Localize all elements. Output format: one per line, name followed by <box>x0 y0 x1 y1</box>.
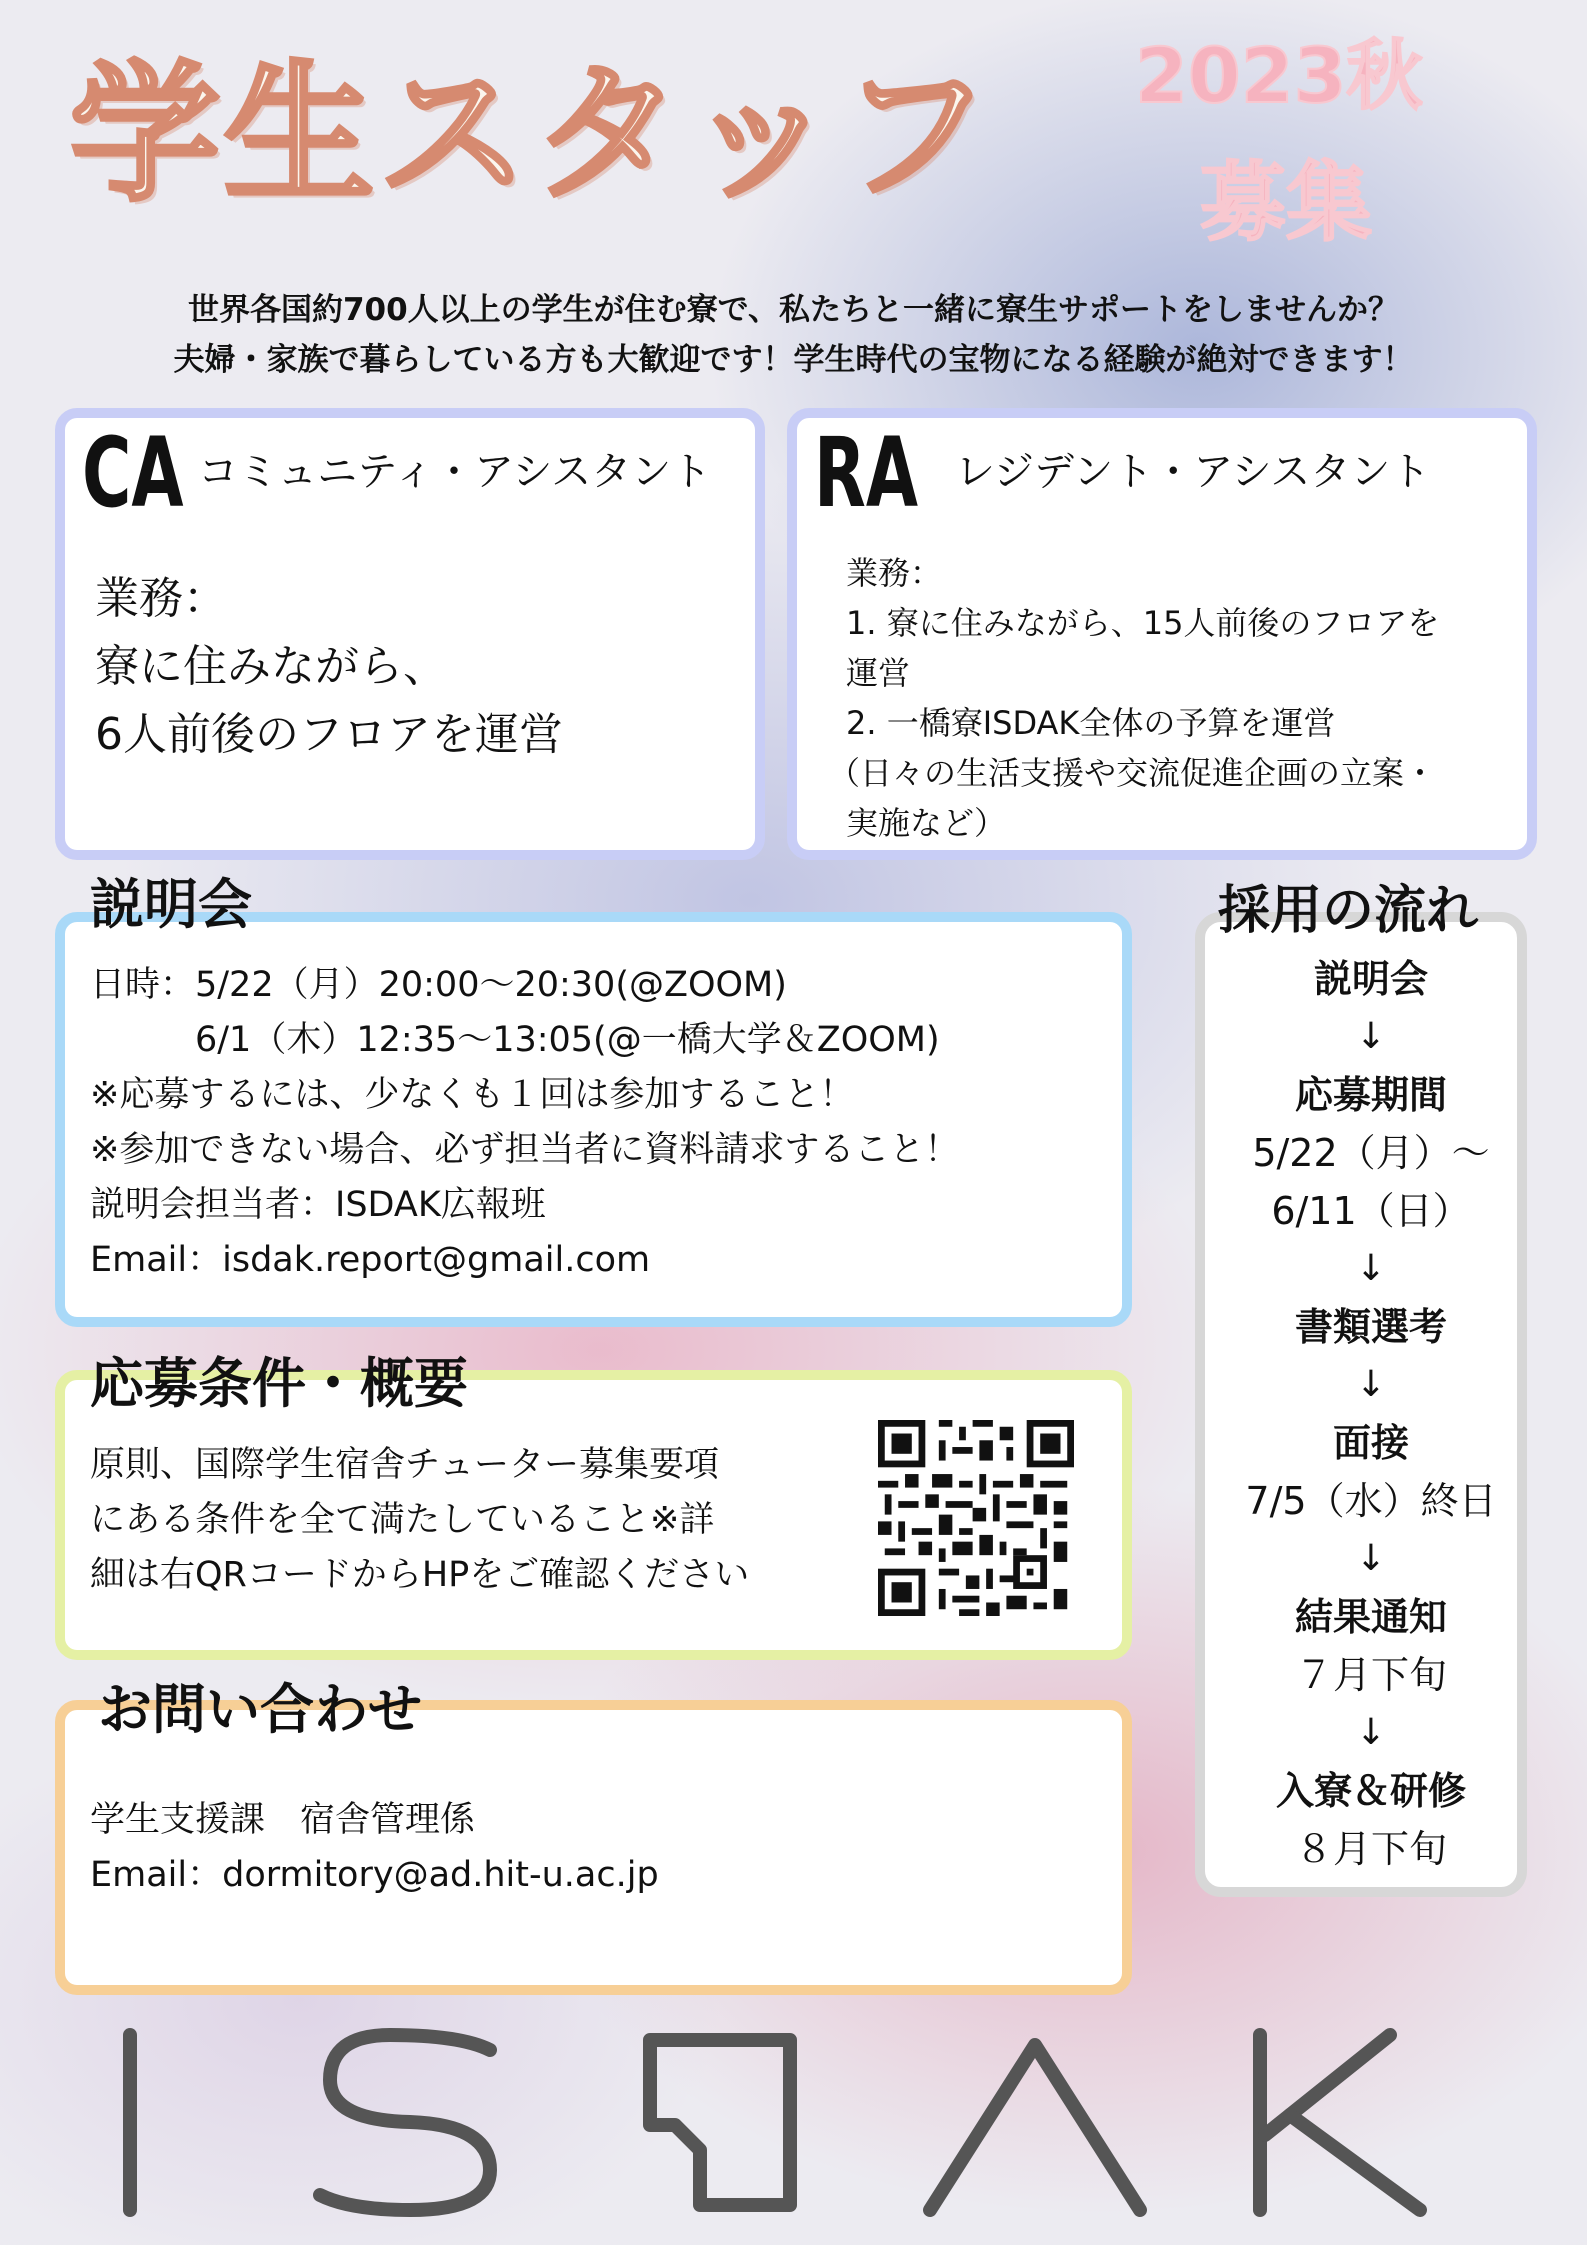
briefing-line: ※応募するには、少なくも１回は参加すること！ <box>90 1075 855 1115</box>
flow-arrow: ↓ <box>1355 1364 1387 1405</box>
conditions-line: にある条件を全て満たしていること※詳 <box>90 1500 715 1540</box>
conditions-text <box>90 1438 749 1603</box>
flow-step-title: 書類選考 <box>1294 1305 1447 1349</box>
ca-duty-line: 寮に住みながら、 <box>95 641 447 692</box>
ra-duties <box>828 548 1439 848</box>
isdak-logo <box>90 2020 1530 2220</box>
ca-duty-line: 業務： <box>95 573 227 624</box>
flow-step-detail: ８月下旬 <box>1294 1827 1447 1871</box>
briefing-line[interactable]: Email：isdak.report@gmail.com <box>90 1240 651 1280</box>
conditions-heading: 応募条件・概要 <box>90 1352 468 1415</box>
recruit-label: 募集 <box>1200 153 1372 253</box>
ca-duties <box>95 565 563 769</box>
ca-duty-line: 6人前後のフロアを運営 <box>95 709 563 760</box>
contact-line[interactable]: Email：dormitory@ad.hit-u.ac.jp <box>90 1855 659 1895</box>
flow-step-detail: ７月下旬 <box>1294 1653 1447 1697</box>
briefing-line: 日時：5/22（月）20:00〜20:30(@ZOOM) <box>90 965 787 1005</box>
ra-duty-line: 1. 寮に住みながら、15人前後のフロアを <box>846 604 1440 642</box>
ra-duty-line: 業務： <box>846 554 943 592</box>
contact-line: 学生支援課 宿舎管理係 <box>90 1800 476 1840</box>
briefing-line: ※参加できない場合、必ず担当者に資料請求すること！ <box>90 1130 960 1170</box>
ra-label: RA <box>814 417 919 529</box>
flow-step-detail: 7/5（水）終日 <box>1245 1479 1497 1523</box>
ra-duty-line: 2. 一橋寮ISDAK全体の予算を運営 <box>846 704 1336 742</box>
conditions-line: 細は右QRコードからHPをご確認ください <box>90 1555 750 1595</box>
flow-step-detail: 5/22（月）〜 <box>1252 1131 1490 1175</box>
conditions-line: 原則、国際学生宿舎チューター募集要項 <box>90 1445 719 1485</box>
flow-step-title: 面接 <box>1332 1421 1409 1465</box>
flow-heading: 採用の流れ <box>1218 881 1479 941</box>
flow-step-title: 応募期間 <box>1294 1073 1447 1117</box>
flow-step-detail: 6/11（日） <box>1271 1189 1471 1233</box>
flow-arrow: ↓ <box>1355 1712 1387 1753</box>
flow-steps <box>1195 950 1547 1878</box>
briefing-line: 説明会担当者：ISDAK広報班 <box>90 1185 546 1225</box>
ca-label: CA <box>82 417 184 529</box>
ca-name: コミュニティ・アシスタント <box>198 449 712 495</box>
flow-arrow: ↓ <box>1355 1248 1387 1289</box>
flow-step-title: 入寮＆研修 <box>1275 1769 1466 1813</box>
ra-name: レジデント・アシスタント <box>955 449 1431 495</box>
contact-heading: お問い合わせ <box>98 1678 422 1741</box>
flow-step-title: 説明会 <box>1313 957 1428 1001</box>
briefing-heading: 説明会 <box>90 873 252 936</box>
intro-line-1: 世界各国約700人以上の学生が住む寮で、私たちと一緒に寮生サポートをしませんか？ <box>187 292 1400 328</box>
briefing-line: 6/1（木）12:35〜13:05(@一橋大学＆ZOOM) <box>90 1020 940 1060</box>
year-label: 2023秋 <box>1135 31 1423 120</box>
briefing-details <box>90 958 959 1288</box>
flow-arrow: ↓ <box>1355 1538 1387 1579</box>
main-title: 学生スタッフ <box>70 48 995 222</box>
ra-duty-line: （日々の生活支援や交流促進企画の立案・ <box>828 754 1437 792</box>
qr-code-icon[interactable] <box>878 1420 1074 1616</box>
ra-duty-line: 実施など） <box>846 804 1007 842</box>
intro-line-2: 夫婦・家族で暮らしている方も大歓迎です！学生時代の宝物になる経験が絶対できます！ <box>173 342 1414 378</box>
ra-duty-line: 運営 <box>846 654 911 692</box>
flow-arrow: ↓ <box>1355 1016 1387 1057</box>
flow-step-title: 結果通知 <box>1294 1595 1447 1639</box>
contact-details <box>90 1793 659 1903</box>
